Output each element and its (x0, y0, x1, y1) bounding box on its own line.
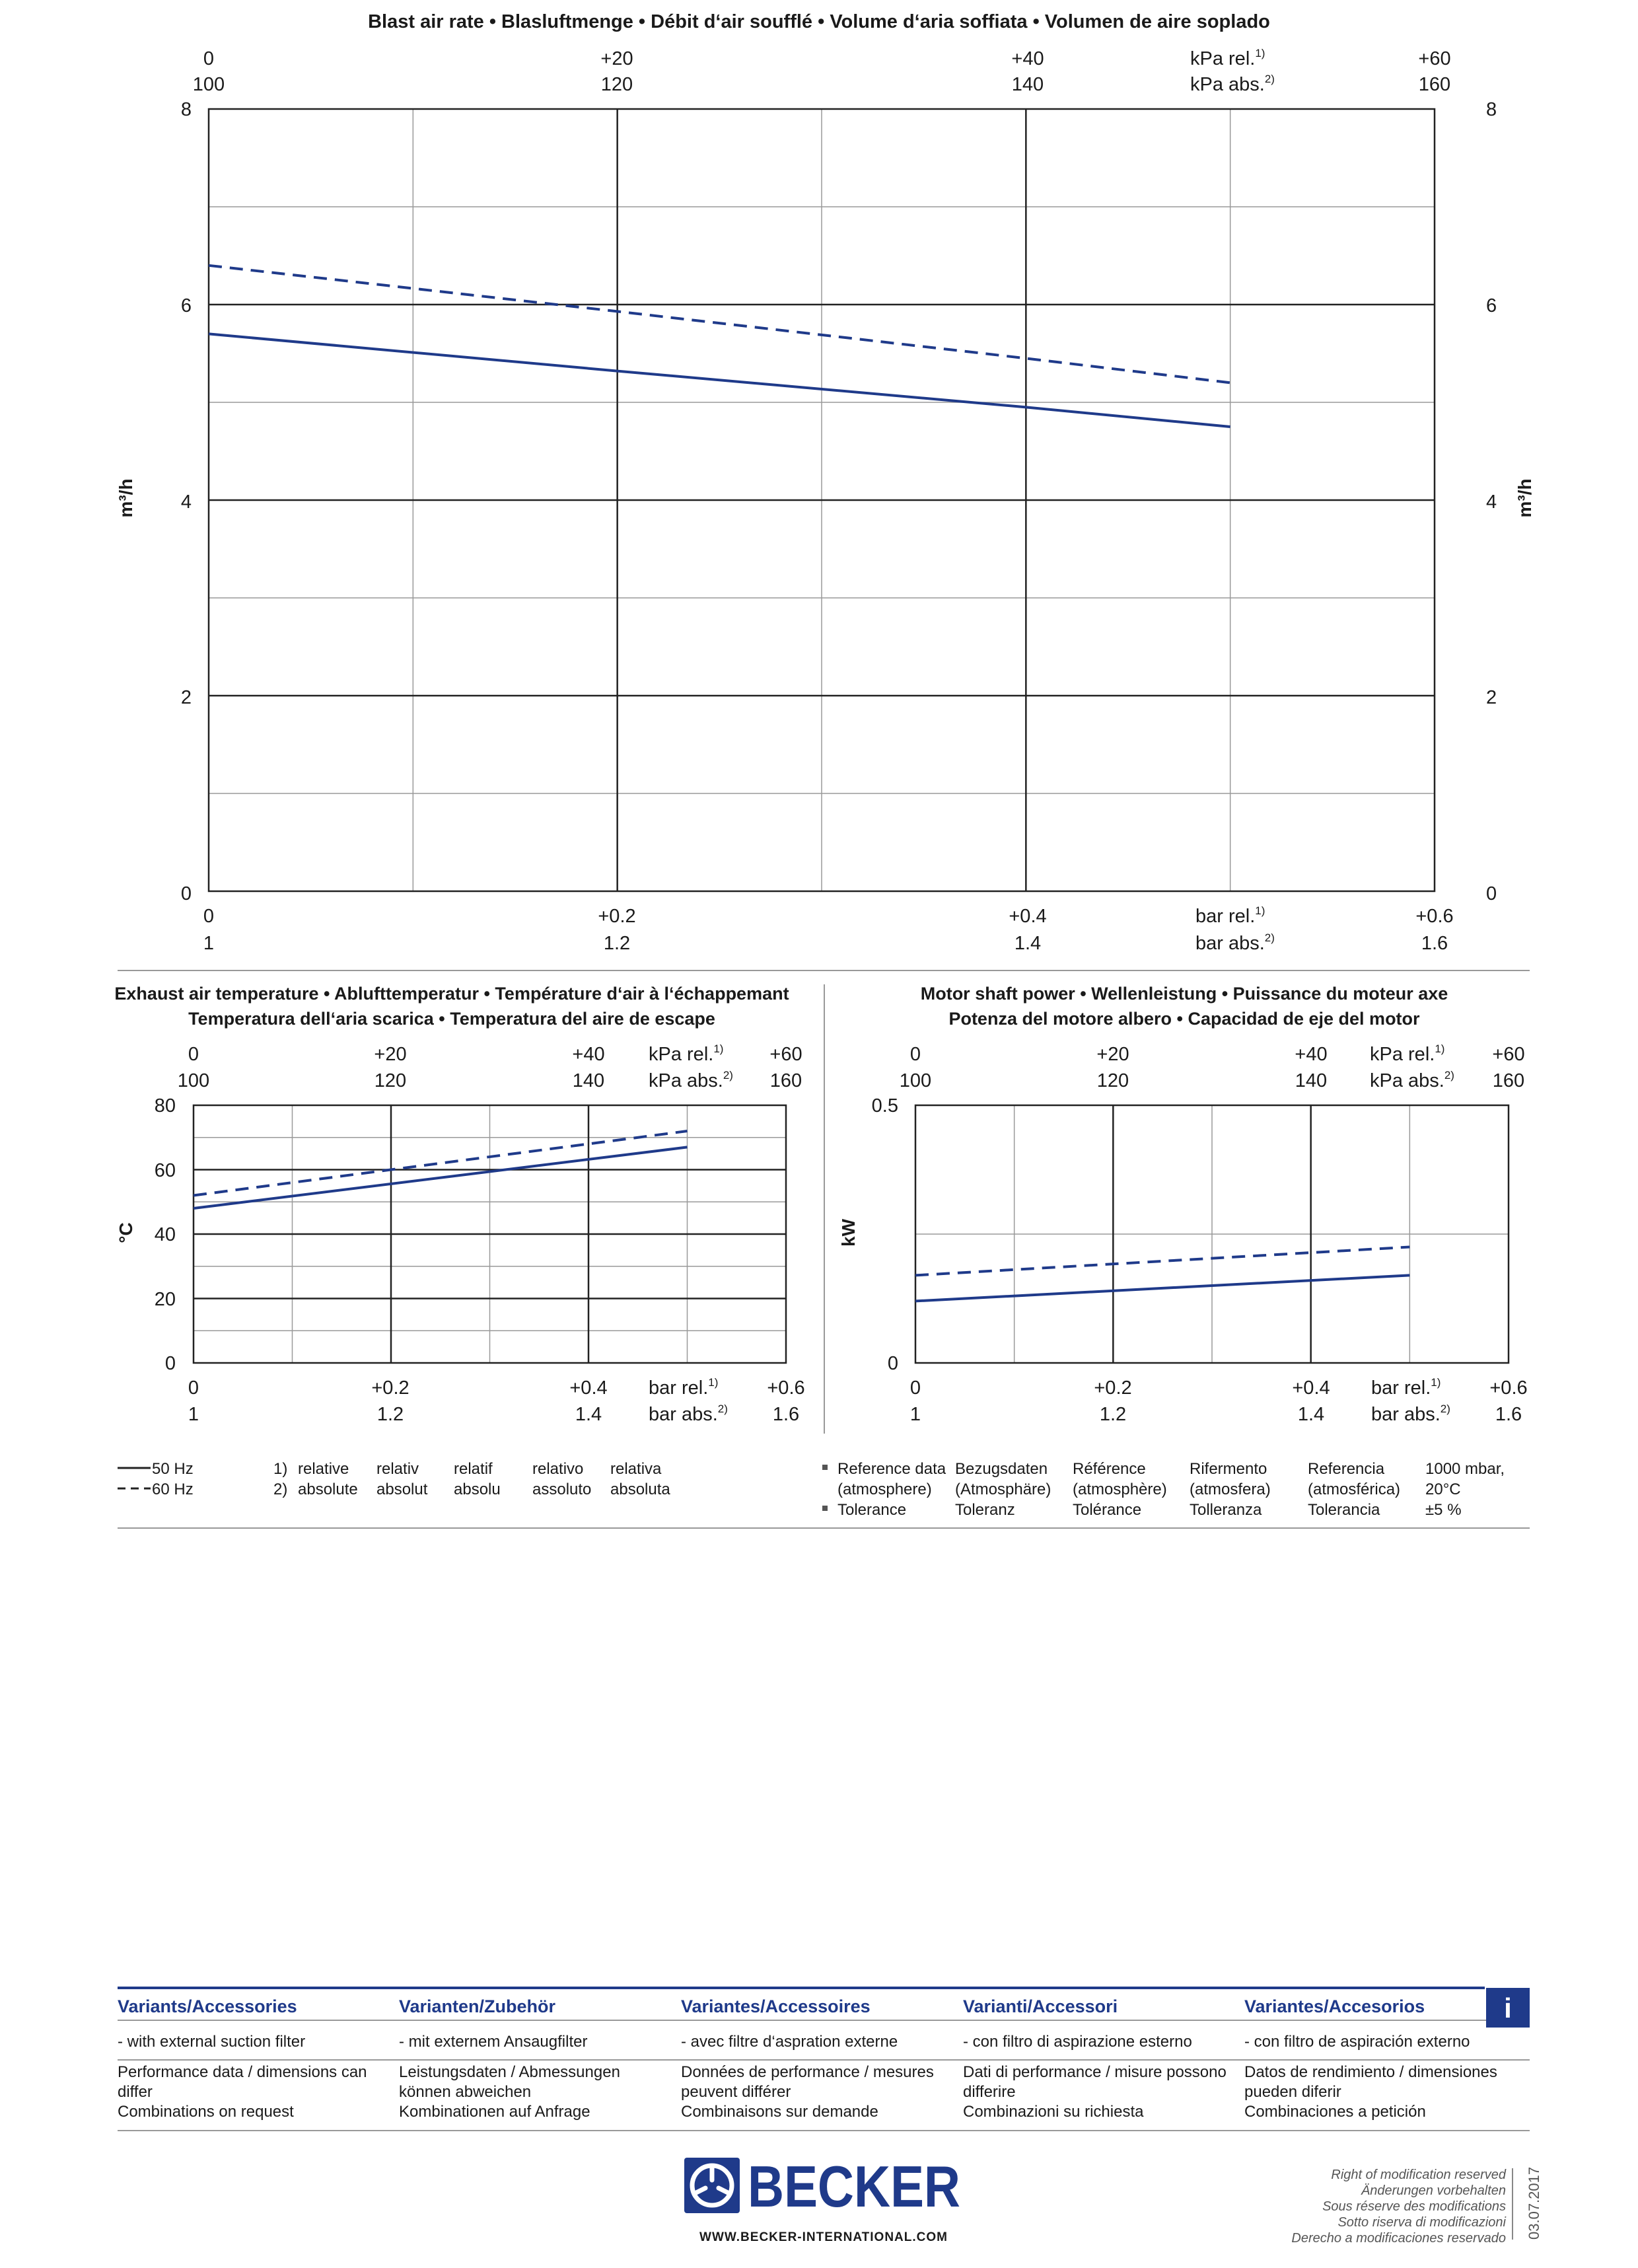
power-bot-unit-rel: bar rel.$^{1)}$ (1371, 1376, 1441, 1399)
blast-bot-abs-1: 1.2 (603, 933, 631, 954)
power-bot-abs-0: 1 (909, 1404, 921, 1425)
footnotes (273, 1460, 670, 1498)
accessories-note-2: differ (118, 2083, 153, 2101)
blast-y-ticks-left (181, 99, 192, 904)
document-date: 03.07.2017 (1526, 2166, 1542, 2240)
rights-line: Sous réserve des modifications (1322, 2199, 1506, 2214)
blast-series-60hz-line (209, 266, 1230, 383)
blast-ylabel-right: m³/h (1514, 478, 1535, 518)
blast-series-50hz-line (209, 334, 1230, 427)
temp-bot-rel-3: +0.6 (767, 1377, 805, 1399)
temp-top-rel-3: +60 (769, 1044, 802, 1065)
blast-top-abs-2: 140 (1011, 74, 1044, 95)
blast-ytick-8: 8 (180, 99, 192, 120)
blast-top-rel-0: 0 (203, 48, 215, 69)
blast-y-ticks-right (1486, 99, 1497, 904)
power-bot-abs-2: 1.4 (1297, 1404, 1325, 1425)
rights-line: Derecho a modificaciones reservado (1291, 2231, 1506, 2246)
note-1-it: relativo (532, 1460, 584, 1478)
blast-bot-abs-2: 1.4 (1014, 933, 1042, 954)
blast-ytick-r-6: 6 (1486, 295, 1497, 316)
accessories-column-it (963, 1995, 1240, 2122)
ref-it-1: Rifermento (1190, 1460, 1267, 1478)
temp-series-60hz-line (194, 1131, 688, 1196)
power-top-rel-1: +20 (1096, 1044, 1129, 1065)
accessories-item: - con filtro di aspirazione esterno (963, 2033, 1192, 2051)
accessories-note-2: pueden diferir (1244, 2083, 1341, 2101)
power-series-50hz-line (915, 1275, 1409, 1301)
temp-bot-rel-2: +0.4 (569, 1377, 608, 1399)
temp-top-abs-0: 100 (177, 1070, 210, 1091)
accessories-note-3: Kombinationen auf Anfrage (399, 2103, 590, 2121)
accessories-note-1: Dati di performance / misure possono (963, 2063, 1227, 2081)
note-2-en: absolute (298, 1481, 358, 1498)
accessories-heading: Varianti/Accessori (963, 1996, 1118, 2016)
temp-top-unit-rel: kPa rel.$^{1)}$ (649, 1043, 724, 1065)
power-top-rel-0: 0 (909, 1044, 921, 1065)
temp-top-abs-3: 160 (769, 1070, 802, 1091)
temp-ylabel: °C (116, 1222, 136, 1243)
reference-label-1: Reference data (837, 1460, 946, 1478)
power-y-ticks (872, 1095, 898, 1374)
power-top-rel-3: +60 (1492, 1044, 1525, 1065)
website-link[interactable]: WWW.BECKER-INTERNATIONAL.COM (699, 2230, 948, 2244)
temp-bottom-axis (188, 1376, 805, 1425)
accessories-note-3: Combinations on request (118, 2103, 294, 2121)
temp-ytick-80: 80 (154, 1095, 176, 1116)
power-bot-unit-abs: bar abs.$^{2)}$ (1371, 1403, 1450, 1425)
accessories-note-2: peuvent différer (681, 2083, 791, 2101)
blast-ytick-4: 4 (180, 492, 192, 513)
reference-label-2: (atmosphere) (837, 1481, 932, 1498)
accessories-item: - with external suction filter (118, 2033, 306, 2051)
power-plot-area (915, 1247, 1409, 1301)
temp-top-axis (178, 1043, 802, 1091)
blast-bot-rel-1: +0.2 (598, 906, 636, 927)
ref-es-2: (atmosférica) (1308, 1481, 1401, 1498)
power-top-rel-2: +40 (1295, 1044, 1328, 1065)
ref-fr-3: Tolérance (1073, 1501, 1142, 1519)
note-1-es: relativa (610, 1460, 662, 1478)
power-chart-title-1: Motor shaft power • Wellenleistung • Puissance du moteur axe (920, 984, 1448, 1004)
rights-line: Änderungen vorbehalten (1361, 2183, 1506, 2198)
blast-bot-rel-3: +0.6 (1415, 906, 1454, 927)
rights-notice (1228, 2167, 1506, 2246)
note-1-fr: relatif (454, 1460, 493, 1478)
accessories-note-2: differire (963, 2083, 1016, 2101)
note-2-mark: 2) (273, 1481, 288, 1498)
accessories-column-es (1244, 1995, 1522, 2122)
note-2-it: assoluto (532, 1481, 592, 1498)
accessories-column-en (118, 1995, 395, 2122)
power-ytick-0: 0 (887, 1353, 898, 1374)
note-2-de: absolut (376, 1481, 428, 1498)
temp-bot-abs-1: 1.2 (376, 1404, 404, 1425)
accessories-heading: Variants/Accessories (118, 1996, 297, 2016)
note-1-mark: 1) (273, 1460, 288, 1478)
temp-top-abs-2: 140 (572, 1070, 605, 1091)
power-chart-title-2: Potenza del motore albero • Capacidad de eje del motor (948, 1009, 1420, 1029)
blast-top-rel-2: +40 (1011, 48, 1044, 69)
temp-ytick-20: 20 (154, 1289, 176, 1310)
blast-ytick-r-2: 2 (1486, 687, 1497, 708)
accessories-note-1: Leistungsdaten / Abmessungen (399, 2063, 620, 2081)
legend-50hz-label: 50 Hz (152, 1460, 194, 1478)
bullet-icon (822, 1506, 828, 1511)
rights-line: Sotto riserva di modificazioni (1337, 2215, 1506, 2230)
temp-chart-title-1: Exhaust air temperature • Ablufttemperatur • Température d‘air à l‘échappemant (114, 984, 789, 1004)
accessories-heading: Varianten/Zubehör (399, 1996, 556, 2016)
power-bot-rel-1: +0.2 (1094, 1377, 1132, 1399)
temp-bot-unit-abs: bar abs.$^{2)}$ (649, 1403, 728, 1425)
power-bot-rel-2: +0.4 (1292, 1377, 1330, 1399)
blast-top-abs-1: 120 (600, 74, 633, 95)
accessories-item: - mit externem Ansaugfilter (399, 2033, 588, 2051)
legend-60hz-label: 60 Hz (152, 1481, 194, 1498)
ref-value-1: 1000 mbar, (1425, 1460, 1505, 1478)
power-ylabel: kW (838, 1219, 859, 1247)
power-ytick-0-5: 0.5 (871, 1095, 898, 1116)
ref-es-1: Referencia (1308, 1460, 1385, 1478)
temp-series-50hz-line (194, 1147, 688, 1208)
accessories-note-3: Combinazioni su richiesta (963, 2103, 1144, 2121)
temp-bot-rel-0: 0 (188, 1377, 199, 1399)
blast-top-axis (193, 47, 1451, 95)
blast-bot-rel-2: +0.4 (1009, 906, 1047, 927)
blast-top-unit-abs: kPa abs.$^{2)}$ (1190, 73, 1275, 95)
temp-y-ticks (155, 1095, 176, 1374)
blast-bot-abs-3: 1.6 (1421, 933, 1448, 954)
accessories-note-3: Combinaisons sur demande (681, 2103, 878, 2121)
temp-top-abs-1: 120 (374, 1070, 407, 1091)
power-bot-abs-3: 1.6 (1495, 1404, 1522, 1425)
blast-top-abs-0: 100 (192, 74, 225, 95)
accessories-note-1: Datos de rendimiento / dimensiones (1244, 2063, 1497, 2081)
ref-fr-2: (atmosphère) (1073, 1481, 1167, 1498)
blast-ytick-r-8: 8 (1486, 99, 1497, 120)
power-series-60hz-line (915, 1247, 1409, 1276)
rights-line: Right of modification reserved (1331, 2168, 1506, 2182)
series-legend (118, 1460, 194, 1498)
blast-bot-unit-rel: bar rel.$^{1)}$ (1195, 904, 1265, 927)
blast-top-unit-rel: kPa rel.$^{1)}$ (1190, 47, 1265, 69)
tolerance-label: Tolerance (837, 1501, 907, 1519)
accessories-note-1: Données de performance / mesures (681, 2063, 934, 2081)
power-top-abs-2: 140 (1295, 1070, 1328, 1091)
temp-bot-abs-3: 1.6 (772, 1404, 800, 1425)
ref-value-2: 20°C (1425, 1481, 1461, 1498)
ref-fr-1: Référence (1073, 1460, 1146, 1478)
blast-ylabel-left: m³/h (116, 478, 136, 518)
temp-grid (194, 1105, 786, 1363)
blast-ytick-r-0: 0 (1486, 883, 1497, 904)
temp-chart-title-2: Temperatura dell‘aria scarica • Temperatura del aire de escape (188, 1009, 715, 1029)
accessories-note-2: können abweichen (399, 2083, 532, 2101)
ref-de-2: (Atmosphäre) (955, 1481, 1051, 1498)
reference-data (822, 1460, 1505, 1519)
power-top-abs-3: 160 (1492, 1070, 1525, 1091)
ref-de-3: Toleranz (955, 1501, 1015, 1519)
temp-top-rel-0: 0 (188, 1044, 199, 1065)
blast-ytick-6: 6 (180, 295, 192, 316)
accessories-column-fr (681, 1995, 958, 2122)
blast-bot-unit-abs: bar abs.$^{2)}$ (1195, 932, 1275, 954)
temp-bot-abs-2: 1.4 (575, 1404, 602, 1425)
blast-ytick-2: 2 (180, 687, 192, 708)
becker-logo (684, 2154, 963, 2219)
accessories-item: - con filtro de aspiración externo (1244, 2033, 1470, 2051)
temp-top-rel-1: +20 (374, 1044, 407, 1065)
note-2-fr: absolu (454, 1481, 501, 1498)
blast-top-rel-3: +60 (1418, 48, 1451, 69)
ref-value-3: ±5 % (1425, 1501, 1462, 1519)
accessories-column-de (399, 1995, 676, 2122)
temp-bot-rel-1: +0.2 (371, 1377, 410, 1399)
blast-bottom-axis (203, 904, 1454, 954)
power-top-abs-0: 100 (899, 1070, 932, 1091)
info-icon-glyph: i (1504, 1993, 1512, 2024)
power-top-axis (900, 1043, 1525, 1091)
blast-top-abs-3: 160 (1418, 74, 1451, 95)
power-top-unit-rel: kPa rel.$^{1)}$ (1370, 1043, 1445, 1065)
power-bot-rel-0: 0 (909, 1377, 921, 1399)
accessories-heading: Variantes/Accesorios (1244, 1996, 1425, 2016)
becker-logo-wordmark: BECKER (748, 2154, 960, 2219)
blast-grid (209, 109, 1435, 891)
power-bot-rel-3: +0.6 (1489, 1377, 1528, 1399)
note-1-en: relative (298, 1460, 349, 1478)
temp-top-unit-abs: kPa abs.$^{2)}$ (649, 1069, 733, 1091)
temp-bot-abs-0: 1 (188, 1404, 199, 1425)
ref-de-1: Bezugsdaten (955, 1460, 1048, 1478)
ref-es-3: Tolerancia (1308, 1501, 1380, 1519)
ref-it-3: Tolleranza (1190, 1501, 1262, 1519)
accessories-note-3: Combinaciones a petición (1244, 2103, 1426, 2121)
blast-chart-title: Blast air rate • Blasluftmenge • Débit d‘air soufflé • Volume d‘aria soffiata • Volumen de aire soplado (368, 11, 1270, 32)
note-1-de: relativ (376, 1460, 419, 1478)
power-top-abs-1: 120 (1096, 1070, 1129, 1091)
note-2-es: absoluta (610, 1481, 670, 1498)
accessories-note-1: Performance data / dimensions can (118, 2063, 367, 2081)
power-bottom-axis (910, 1376, 1528, 1425)
temp-ytick-0: 0 (164, 1353, 176, 1374)
blast-top-rel-1: +20 (600, 48, 633, 69)
accessories-item: - avec filtre d‘aspration externe (681, 2033, 898, 2051)
power-grid (915, 1105, 1509, 1363)
temp-ytick-60: 60 (154, 1160, 176, 1181)
temp-ytick-40: 40 (154, 1224, 176, 1245)
blast-ytick-r-4: 4 (1486, 492, 1497, 513)
blast-ytick-0: 0 (180, 883, 192, 904)
bullet-icon (822, 1465, 828, 1470)
temp-bot-unit-rel: bar rel.$^{1)}$ (649, 1376, 719, 1399)
ref-it-2: (atmosfera) (1190, 1481, 1271, 1498)
power-top-unit-abs: kPa abs.$^{2)}$ (1370, 1069, 1454, 1091)
blast-bot-rel-0: 0 (203, 906, 215, 927)
power-bot-abs-1: 1.2 (1099, 1404, 1127, 1425)
blast-bot-abs-0: 1 (203, 933, 215, 954)
accessories-heading: Variantes/Accessoires (681, 1996, 871, 2016)
temp-top-rel-2: +40 (572, 1044, 605, 1065)
